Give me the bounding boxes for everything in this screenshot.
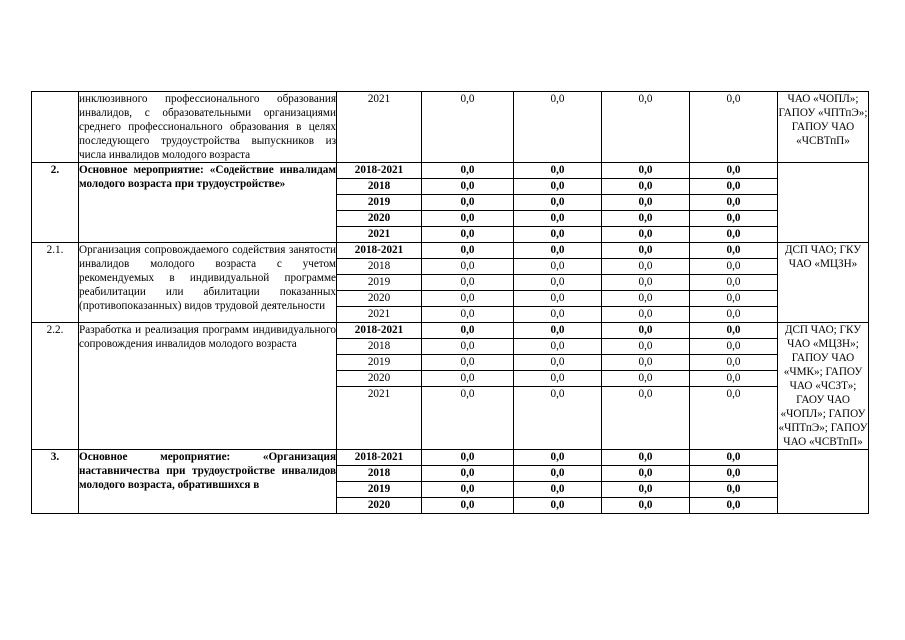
funding-value: 0,0 [422, 243, 513, 259]
measure-description: Основное мероприятие: «Содействие инвалидам молодого возраста при трудоустройстве» [79, 163, 337, 243]
funding-cell [602, 163, 690, 243]
funding-value: 0,0 [422, 179, 513, 195]
funding-value: 0,0 [602, 466, 689, 482]
funding-value: 0,0 [514, 163, 601, 179]
program-table [31, 91, 869, 514]
funding-value: 0,0 [422, 291, 513, 307]
funding-value: 0,0 [460, 93, 475, 105]
funding-value: 0,0 [514, 355, 601, 371]
funding-cell [514, 243, 602, 323]
row-number [32, 92, 79, 163]
funding-value: 0,0 [422, 355, 513, 371]
funding-value: 0,0 [550, 308, 565, 320]
year-value: 2018-2021 [337, 243, 421, 259]
table-row [32, 92, 869, 163]
funding-cell [602, 92, 690, 163]
funding-value: 0,0 [602, 482, 689, 498]
funding-value: 0,0 [690, 339, 777, 355]
funding-value: 0,0 [514, 243, 601, 259]
responsible-organizations: ДСП ЧАО; ГКУ ЧАО «МЦЗН» [778, 243, 869, 323]
funding-value: 0,0 [602, 179, 689, 195]
table-row [32, 163, 869, 243]
funding-cell [514, 450, 602, 514]
responsible-organizations: ДСП ЧАО; ГКУ ЧАО «МЦЗН»; ГАПОУ ЧАО «ЧМК»; ГАПОУ ЧАО «ЧСЗТ»; ГАОУ ЧАО «ЧОПЛ»; ГАПОУ «ЧПТпЭ»; ГАПОУ ЧАО «ЧСВТпП» [778, 324, 868, 448]
funding-value: 0,0 [422, 323, 513, 339]
funding-value: 0,0 [602, 291, 689, 307]
funding-value: 0,0 [514, 323, 601, 339]
funding-value: 0,0 [690, 195, 777, 211]
funding-value: 0,0 [690, 243, 777, 259]
funding-value: 0,0 [726, 228, 741, 240]
funding-value: 0,0 [422, 482, 513, 498]
year-value: 2018-2021 [337, 163, 421, 179]
funding-value: 0,0 [726, 499, 741, 511]
funding-value: 0,0 [460, 388, 475, 400]
funding-value: 0,0 [422, 211, 513, 227]
funding-value: 0,0 [602, 259, 689, 275]
responsible-organizations: ЧАО «ЧОПЛ»; ГАПОУ «ЧПТпЭ»; ГАПОУ ЧАО «ЧСВТпП» [778, 92, 869, 163]
funding-value: 0,0 [460, 228, 475, 240]
row-number: 2.1. [32, 243, 79, 323]
funding-value: 0,0 [602, 371, 689, 387]
year-value: 2018 [337, 466, 421, 482]
year-value: 2020 [337, 371, 421, 387]
funding-value: 0,0 [690, 482, 777, 498]
funding-value: 0,0 [460, 499, 475, 511]
funding-cell [422, 323, 514, 450]
funding-value: 0,0 [602, 323, 689, 339]
funding-value: 0,0 [602, 339, 689, 355]
funding-value: 0,0 [602, 211, 689, 227]
funding-value: 0,0 [690, 450, 777, 466]
funding-value: 0,0 [422, 466, 513, 482]
funding-cell [690, 163, 778, 243]
funding-value: 0,0 [690, 179, 777, 195]
funding-cell [422, 450, 514, 514]
funding-value: 0,0 [514, 371, 601, 387]
year-value: 2018 [337, 259, 421, 275]
funding-value: 0,0 [514, 339, 601, 355]
table-row [32, 450, 869, 514]
funding-cell [422, 92, 514, 163]
funding-value: 0,0 [514, 291, 601, 307]
year-value: 2021 [367, 388, 391, 400]
funding-cell [690, 92, 778, 163]
funding-cell [422, 163, 514, 243]
funding-value: 0,0 [726, 93, 741, 105]
measure-description: инклюзивного профессионального образования инвалидов, с образовательными организациями среднего профессионального образования в целях последующего трудоустройства выпускников из числа инвалидов молодого возраста [79, 93, 336, 161]
funding-cell [514, 163, 602, 243]
year-value: 2021 [367, 228, 391, 240]
year-value: 2020 [367, 499, 391, 511]
funding-cell [422, 243, 514, 323]
funding-value: 0,0 [422, 371, 513, 387]
funding-value: 0,0 [690, 323, 777, 339]
funding-cell [690, 450, 778, 514]
funding-value: 0,0 [690, 163, 777, 179]
funding-value: 0,0 [690, 211, 777, 227]
funding-value: 0,0 [422, 259, 513, 275]
year-value: 2018 [337, 339, 421, 355]
funding-cell [514, 92, 602, 163]
table-row [32, 243, 869, 323]
years-cell [337, 243, 422, 323]
funding-value: 0,0 [514, 211, 601, 227]
funding-value: 0,0 [514, 450, 601, 466]
funding-value: 0,0 [422, 339, 513, 355]
year-value: 2018-2021 [337, 323, 421, 339]
funding-cell [602, 450, 690, 514]
responsible-organizations [778, 163, 869, 243]
year-value: 2021 [367, 308, 391, 320]
funding-value: 0,0 [514, 195, 601, 211]
funding-value: 0,0 [602, 163, 689, 179]
year-value: 2020 [337, 291, 421, 307]
row-number: 3. [32, 450, 79, 514]
funding-cell [690, 323, 778, 450]
funding-value: 0,0 [550, 93, 565, 105]
funding-value: 0,0 [690, 275, 777, 291]
funding-value: 0,0 [602, 450, 689, 466]
measure-description: Организация сопровождаемого содействия занятости инвалидов молодого возраста с учетом рекомендуемых в индивидуальной программе реабилитации или абилитации показанных (противопоказанных) видов трудовой деятельности [79, 243, 337, 323]
funding-value: 0,0 [690, 355, 777, 371]
years-cell [337, 163, 422, 243]
funding-cell [514, 323, 602, 450]
funding-value: 0,0 [422, 195, 513, 211]
measure-description: Разработка и реализация программ индивидуального сопровождения инвалидов молодого возраста [79, 323, 337, 450]
years-cell [337, 92, 422, 163]
year-value: 2018 [337, 179, 421, 195]
funding-value: 0,0 [638, 388, 653, 400]
funding-value: 0,0 [550, 228, 565, 240]
funding-cell [602, 323, 690, 450]
funding-value: 0,0 [726, 308, 741, 320]
funding-value: 0,0 [726, 388, 741, 400]
funding-value: 0,0 [550, 388, 565, 400]
funding-value: 0,0 [514, 482, 601, 498]
responsible-organizations [778, 450, 869, 514]
funding-value: 0,0 [550, 499, 565, 511]
funding-value: 0,0 [690, 371, 777, 387]
year-value: 2019 [337, 482, 421, 498]
funding-value: 0,0 [690, 259, 777, 275]
years-cell [337, 323, 422, 450]
year-value: 2018-2021 [337, 450, 421, 466]
funding-value: 0,0 [514, 466, 601, 482]
row-number: 2. [32, 163, 79, 243]
funding-value: 0,0 [602, 243, 689, 259]
funding-value: 0,0 [602, 355, 689, 371]
funding-value: 0,0 [690, 466, 777, 482]
year-value: 2019 [337, 195, 421, 211]
measure-description: Основное мероприятие: «Организация наставничества при трудоустройстве инвалидов молодого возраста, обратившихся в [79, 450, 337, 514]
funding-value: 0,0 [422, 163, 513, 179]
funding-value: 0,0 [638, 228, 653, 240]
funding-cell [690, 243, 778, 323]
funding-cell [602, 243, 690, 323]
funding-value: 0,0 [638, 308, 653, 320]
years-cell [337, 450, 422, 514]
funding-value: 0,0 [638, 93, 653, 105]
funding-value: 0,0 [460, 308, 475, 320]
year-value: 2020 [337, 211, 421, 227]
row-number: 2.2. [32, 323, 79, 450]
funding-value: 0,0 [602, 195, 689, 211]
table-row [32, 323, 869, 450]
funding-value: 0,0 [514, 275, 601, 291]
year-value: 2021 [367, 93, 391, 105]
funding-value: 0,0 [514, 179, 601, 195]
funding-value: 0,0 [422, 275, 513, 291]
funding-value: 0,0 [514, 259, 601, 275]
funding-value: 0,0 [690, 291, 777, 307]
funding-value: 0,0 [638, 499, 653, 511]
year-value: 2019 [337, 275, 421, 291]
year-value: 2019 [337, 355, 421, 371]
funding-value: 0,0 [602, 275, 689, 291]
funding-value: 0,0 [422, 450, 513, 466]
